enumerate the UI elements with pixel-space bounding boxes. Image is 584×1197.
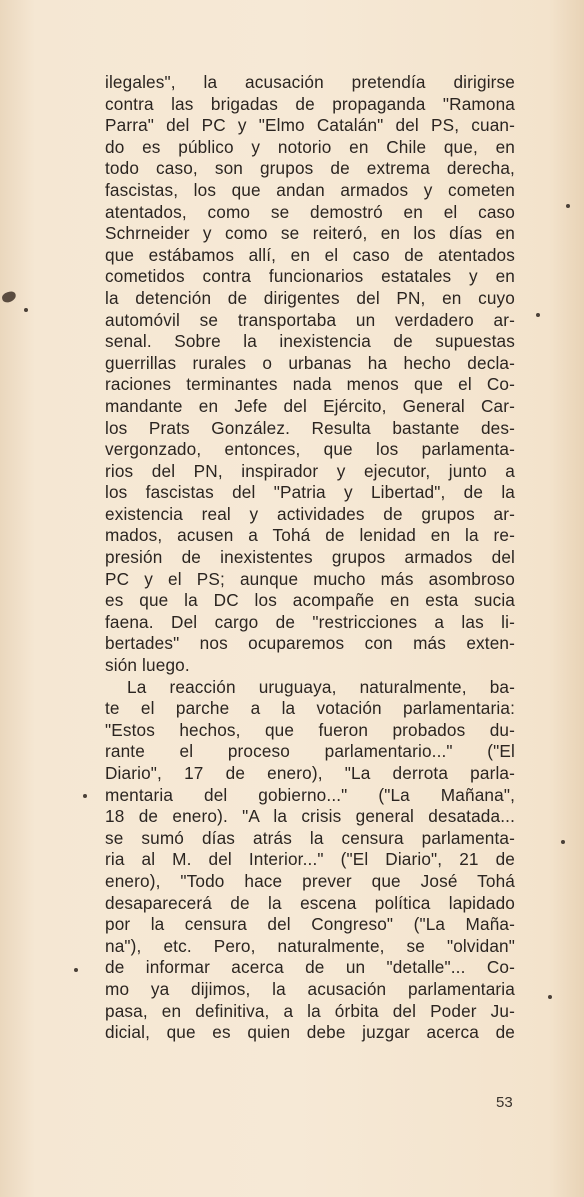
text-line: es que la DC los acompañe en esta sucia [105, 590, 515, 611]
text-line: te el parche a la votación parlamentaria: [105, 698, 515, 719]
margin-speck [74, 968, 78, 972]
margin-speck [83, 794, 87, 798]
text-line: guerrillas rurales o urbanas ha hecho decla- [105, 352, 515, 373]
text-line: la detención de dirigentes del PN, en cuyo [105, 287, 515, 308]
text-line: pasa, en definitiva, a la órbita del Poder Ju- [105, 1000, 515, 1021]
text-line: ria al M. del Interior..." ("El Diario", 21 de [105, 849, 515, 870]
text-line: que estábamos allí, en el caso de atentados [105, 244, 515, 265]
text-line: ilegales", la acusación pretendía dirigirse [105, 72, 515, 92]
text-line: Parra" del PC y "Elmo Catalán" del PS, cuan- [105, 115, 515, 136]
text-line: mandante en Jefe del Ejército, General Car- [105, 395, 515, 416]
margin-speck [536, 313, 540, 317]
text-line: rios del PN, inspirador y ejecutor, junto a [105, 460, 515, 481]
text-line: fascistas, los que andan armados y cometen [105, 179, 515, 200]
text-line: sión luego. [105, 655, 190, 676]
text-line: mados, acusen a Tohá de lenidad en la re- [105, 525, 515, 546]
text-line: vergonzado, entonces, que los parlamenta- [105, 439, 515, 460]
body-text [105, 72, 515, 1044]
text-line: los fascistas del "Patria y Libertad", de la [105, 482, 515, 503]
text-line: PC y el PS; aunque mucho más asombroso [105, 568, 515, 589]
text-line: mo ya dijimos, la acusación parlamentaria [105, 978, 515, 999]
text-line: 18 de enero). "A la crisis general desatada... [105, 806, 515, 827]
text-line: "Estos hechos, que fueron probados du- [105, 719, 515, 740]
text-line: dicial, que es quien debe juzgar acerca de [105, 1022, 515, 1043]
text-line: presión de inexistentes grupos armados del [105, 547, 515, 568]
paragraph-2 [105, 677, 515, 1044]
margin-speck [566, 204, 570, 208]
text-line: Diario", 17 de enero), "La derrota parla- [105, 763, 515, 783]
margin-speck [561, 840, 565, 844]
text-line: senal. Sobre la inexistencia de supuestas [105, 331, 515, 352]
text-line: rante el proceso parlamentario..." ("El [105, 741, 515, 762]
paragraph-1 [105, 72, 515, 677]
text-line: todo caso, son grupos de extrema derecha, [105, 158, 515, 179]
text-line: de informar acerca de un "detalle"... Co- [105, 957, 515, 978]
text-line: se sumó días atrás la censura parlamenta- [105, 827, 515, 848]
text-line: desaparecerá de la escena política lapidado [105, 892, 515, 913]
text-line: los Prats González. Resulta bastante des- [105, 417, 515, 438]
text-line: automóvil se transportaba un verdadero ar- [105, 309, 515, 330]
text-line: na"), etc. Pero, naturalmente, se "olvidan" [105, 935, 515, 956]
text-line: raciones terminantes nada menos que el Co- [105, 374, 515, 395]
text-line: atentados, como se demostró en el caso [105, 201, 515, 222]
page-number: 53 [496, 1094, 513, 1111]
text-line: contra las brigadas de propaganda "Ramona [105, 93, 515, 114]
text-line: por la censura del Congreso" ("La Maña- [105, 914, 515, 935]
text-line: La reacción uruguaya, naturalmente, ba- [127, 676, 515, 697]
text-line: cometidos contra funcionarios estatales y en [105, 266, 515, 287]
text-line: do es público y notorio en Chile que, en [105, 136, 515, 157]
text-line: bertades" nos ocuparemos con más exten- [105, 633, 515, 654]
text-line: existencia real y actividades de grupos ar- [105, 503, 515, 524]
text-line: mentaria del gobierno..." ("La Mañana", [105, 784, 515, 805]
margin-speck [548, 995, 552, 999]
margin-speck [24, 308, 28, 312]
text-line: Schrneider y como se reiteró, en los días en [105, 223, 515, 244]
ink-blot [1, 290, 17, 303]
text-line: faena. Del cargo de "restricciones a las li- [105, 611, 515, 632]
text-line: enero), "Todo hace prever que José Tohá [105, 870, 515, 891]
